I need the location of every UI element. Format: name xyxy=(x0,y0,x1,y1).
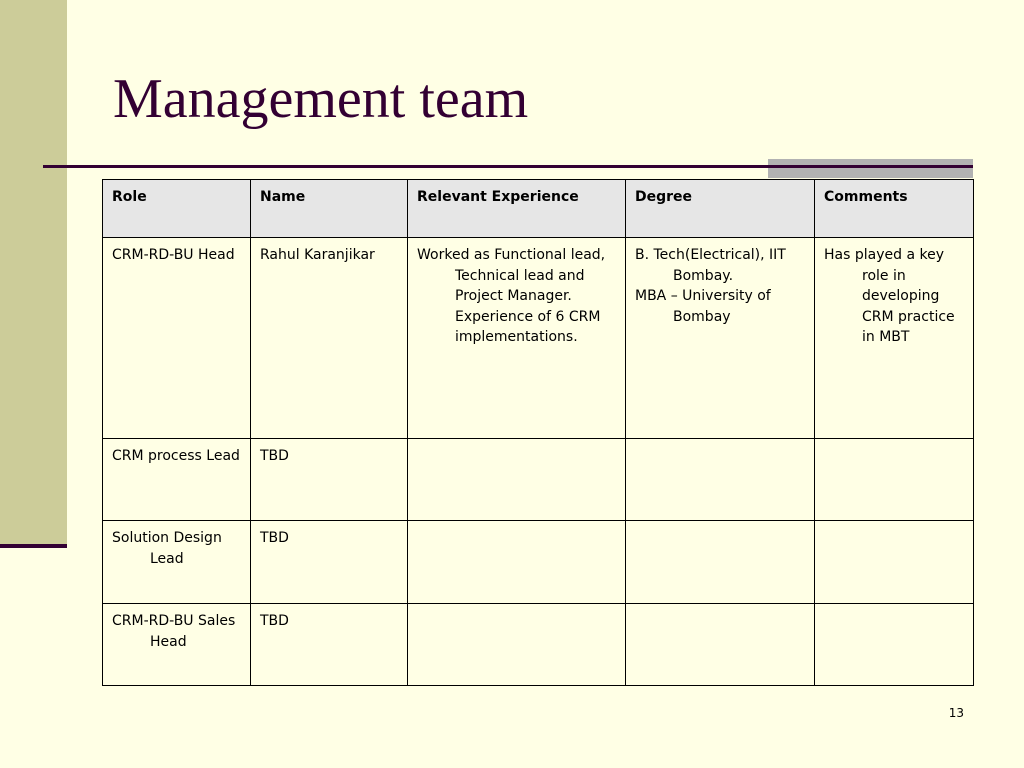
cell-degree xyxy=(626,521,815,604)
role-text: CRM-RD-BU Sales Head xyxy=(112,613,236,650)
header-role: Role xyxy=(103,180,251,238)
cell-comments xyxy=(815,238,974,439)
role-text: Solution Design Lead xyxy=(112,530,222,567)
cell-experience xyxy=(408,439,626,521)
table-row xyxy=(103,238,974,439)
cell-name xyxy=(251,604,408,686)
table-row xyxy=(103,439,974,521)
cell-experience xyxy=(408,604,626,686)
cell-comments xyxy=(815,521,974,604)
role-text: CRM process Lead xyxy=(112,448,240,464)
header-experience: Relevant Experience xyxy=(408,180,626,238)
table-row xyxy=(103,521,974,604)
cell-comments xyxy=(815,439,974,521)
cell-comments xyxy=(815,604,974,686)
cell-experience xyxy=(408,238,626,439)
cell-degree xyxy=(626,604,815,686)
page-number: 13 xyxy=(948,706,964,720)
cell-role xyxy=(103,238,251,439)
experience-text: Worked as Functional lead, Technical lead and Project Manager. Experience of 6 CRM implementations. xyxy=(417,247,606,345)
cell-role xyxy=(103,521,251,604)
cell-name xyxy=(251,521,408,604)
cell-role xyxy=(103,604,251,686)
cell-experience xyxy=(408,521,626,604)
cell-degree xyxy=(626,238,815,439)
role-text: CRM-RD-BU Head xyxy=(112,247,235,263)
table-row xyxy=(103,604,974,686)
cell-name xyxy=(251,238,408,439)
comments-text: Has played a key role in developing CRM practice in MBT xyxy=(824,247,955,345)
header-comments: Comments xyxy=(815,180,974,238)
name-text: TBD xyxy=(260,530,289,546)
cell-degree xyxy=(626,439,815,521)
name-text: TBD xyxy=(260,613,289,629)
slide-title: Management team xyxy=(113,68,529,130)
cell-name xyxy=(251,439,408,521)
management-table xyxy=(102,179,974,686)
degree-line: MBA – University of Bombay xyxy=(635,288,771,325)
left-accent-rule xyxy=(0,544,67,548)
header-degree: Degree xyxy=(626,180,815,238)
title-divider xyxy=(43,165,973,168)
name-text: TBD xyxy=(260,448,289,464)
name-text: Rahul Karanjikar xyxy=(260,247,375,263)
degree-line: B. Tech(Electrical), IIT Bombay. xyxy=(635,247,786,284)
left-accent-bar xyxy=(0,0,67,546)
table-header-row xyxy=(103,180,974,238)
cell-role xyxy=(103,439,251,521)
title-rule-accent xyxy=(768,159,973,178)
header-name: Name xyxy=(251,180,408,238)
